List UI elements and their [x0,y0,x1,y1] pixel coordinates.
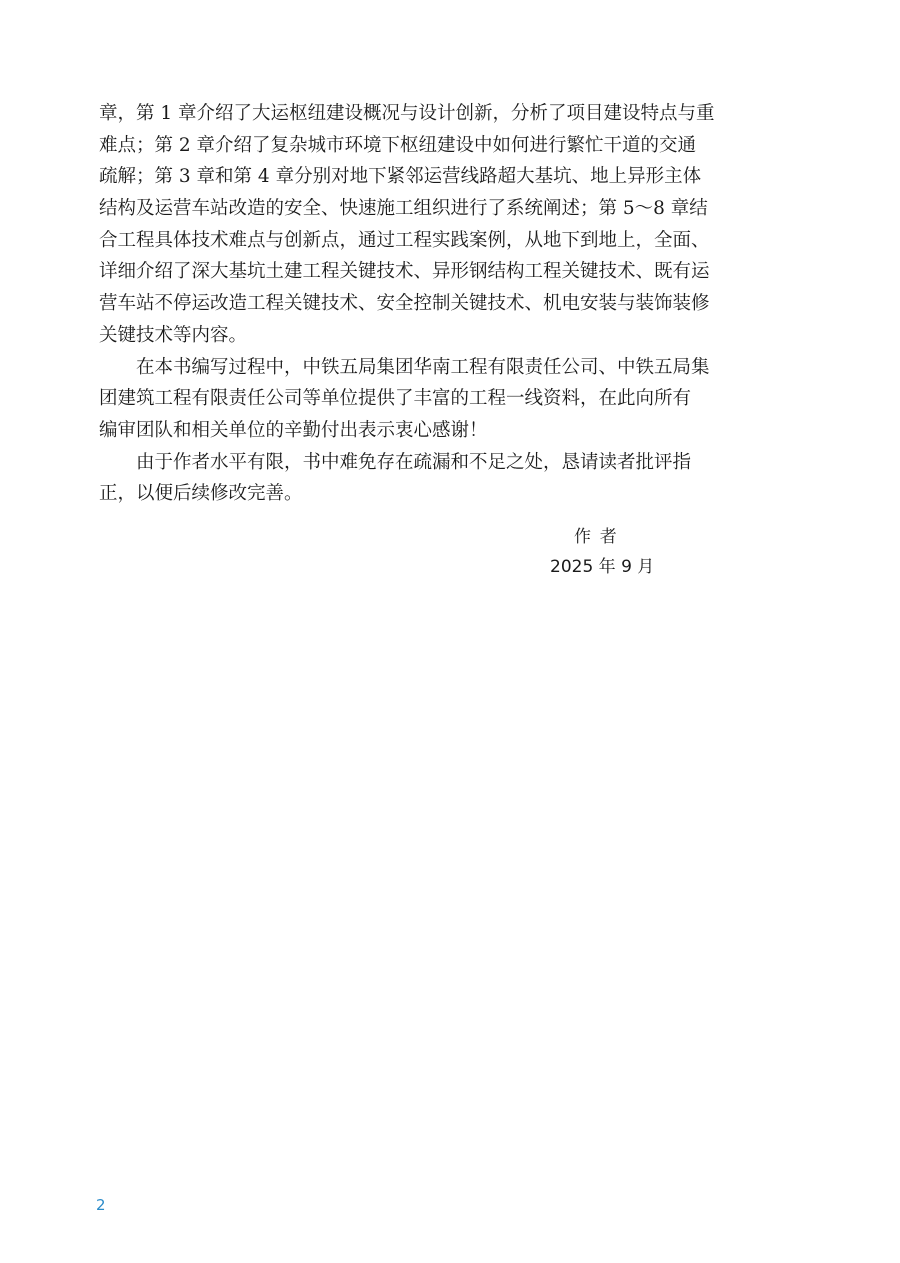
text-line: 详细介绍了深大基坑土建工程关键技术、异形钢结构工程关键技术、既有运 [99,261,710,283]
paragraph-disclaimer [99,447,691,510]
text-line: 编审团队和相关单位的辛勤付出表示衷心感谢！ [99,419,488,441]
paragraph-chapters-summary [99,98,715,352]
text-line: 疏解；第 3 章和第 4 章分别对地下紧邻运营线路超大基坑、地上异形主体 [99,166,702,188]
text-line: 团建筑工程有限责任公司等单位提供了丰富的工程一线资料，在此向所有 [99,388,692,410]
paragraph-acknowledgements [99,352,710,447]
text-line: 关键技术等内容。 [99,324,248,346]
preface-body [99,98,715,510]
text-line: 章，第 1 章介绍了大运枢纽建设概况与设计创新，分析了项目建设特点与重 [99,103,715,124]
author-signature: 作 者 [574,527,619,547]
text-line: 由于作者水平有限，书中难免存在疏漏和不足之处，恳请读者批评指 [136,451,692,473]
text-line: 结构及运营车站改造的安全、快速施工组织进行了系统阐述；第 5～8 章结 [99,198,708,220]
text-line: 正，以便后续修改完善。 [99,483,303,505]
text-line: 难点；第 2 章介绍了复杂城市环境下枢纽建设中如何进行繁忙干道的交通 [99,134,697,156]
text-line: 合工程具体技术难点与创新点，通过工程实践案例，从地下到地上，全面、 [99,229,710,251]
signature-date: 2025 年 9 月 [550,557,655,577]
text-line: 在本书编写过程中，中铁五局集团华南工程有限责任公司、中铁五局集 [136,356,710,378]
text-line: 营车站不停运改造工程关键技术、安全控制关键技术、机电安装与装饰装修 [99,293,710,315]
page-number: 2 [96,1196,106,1214]
